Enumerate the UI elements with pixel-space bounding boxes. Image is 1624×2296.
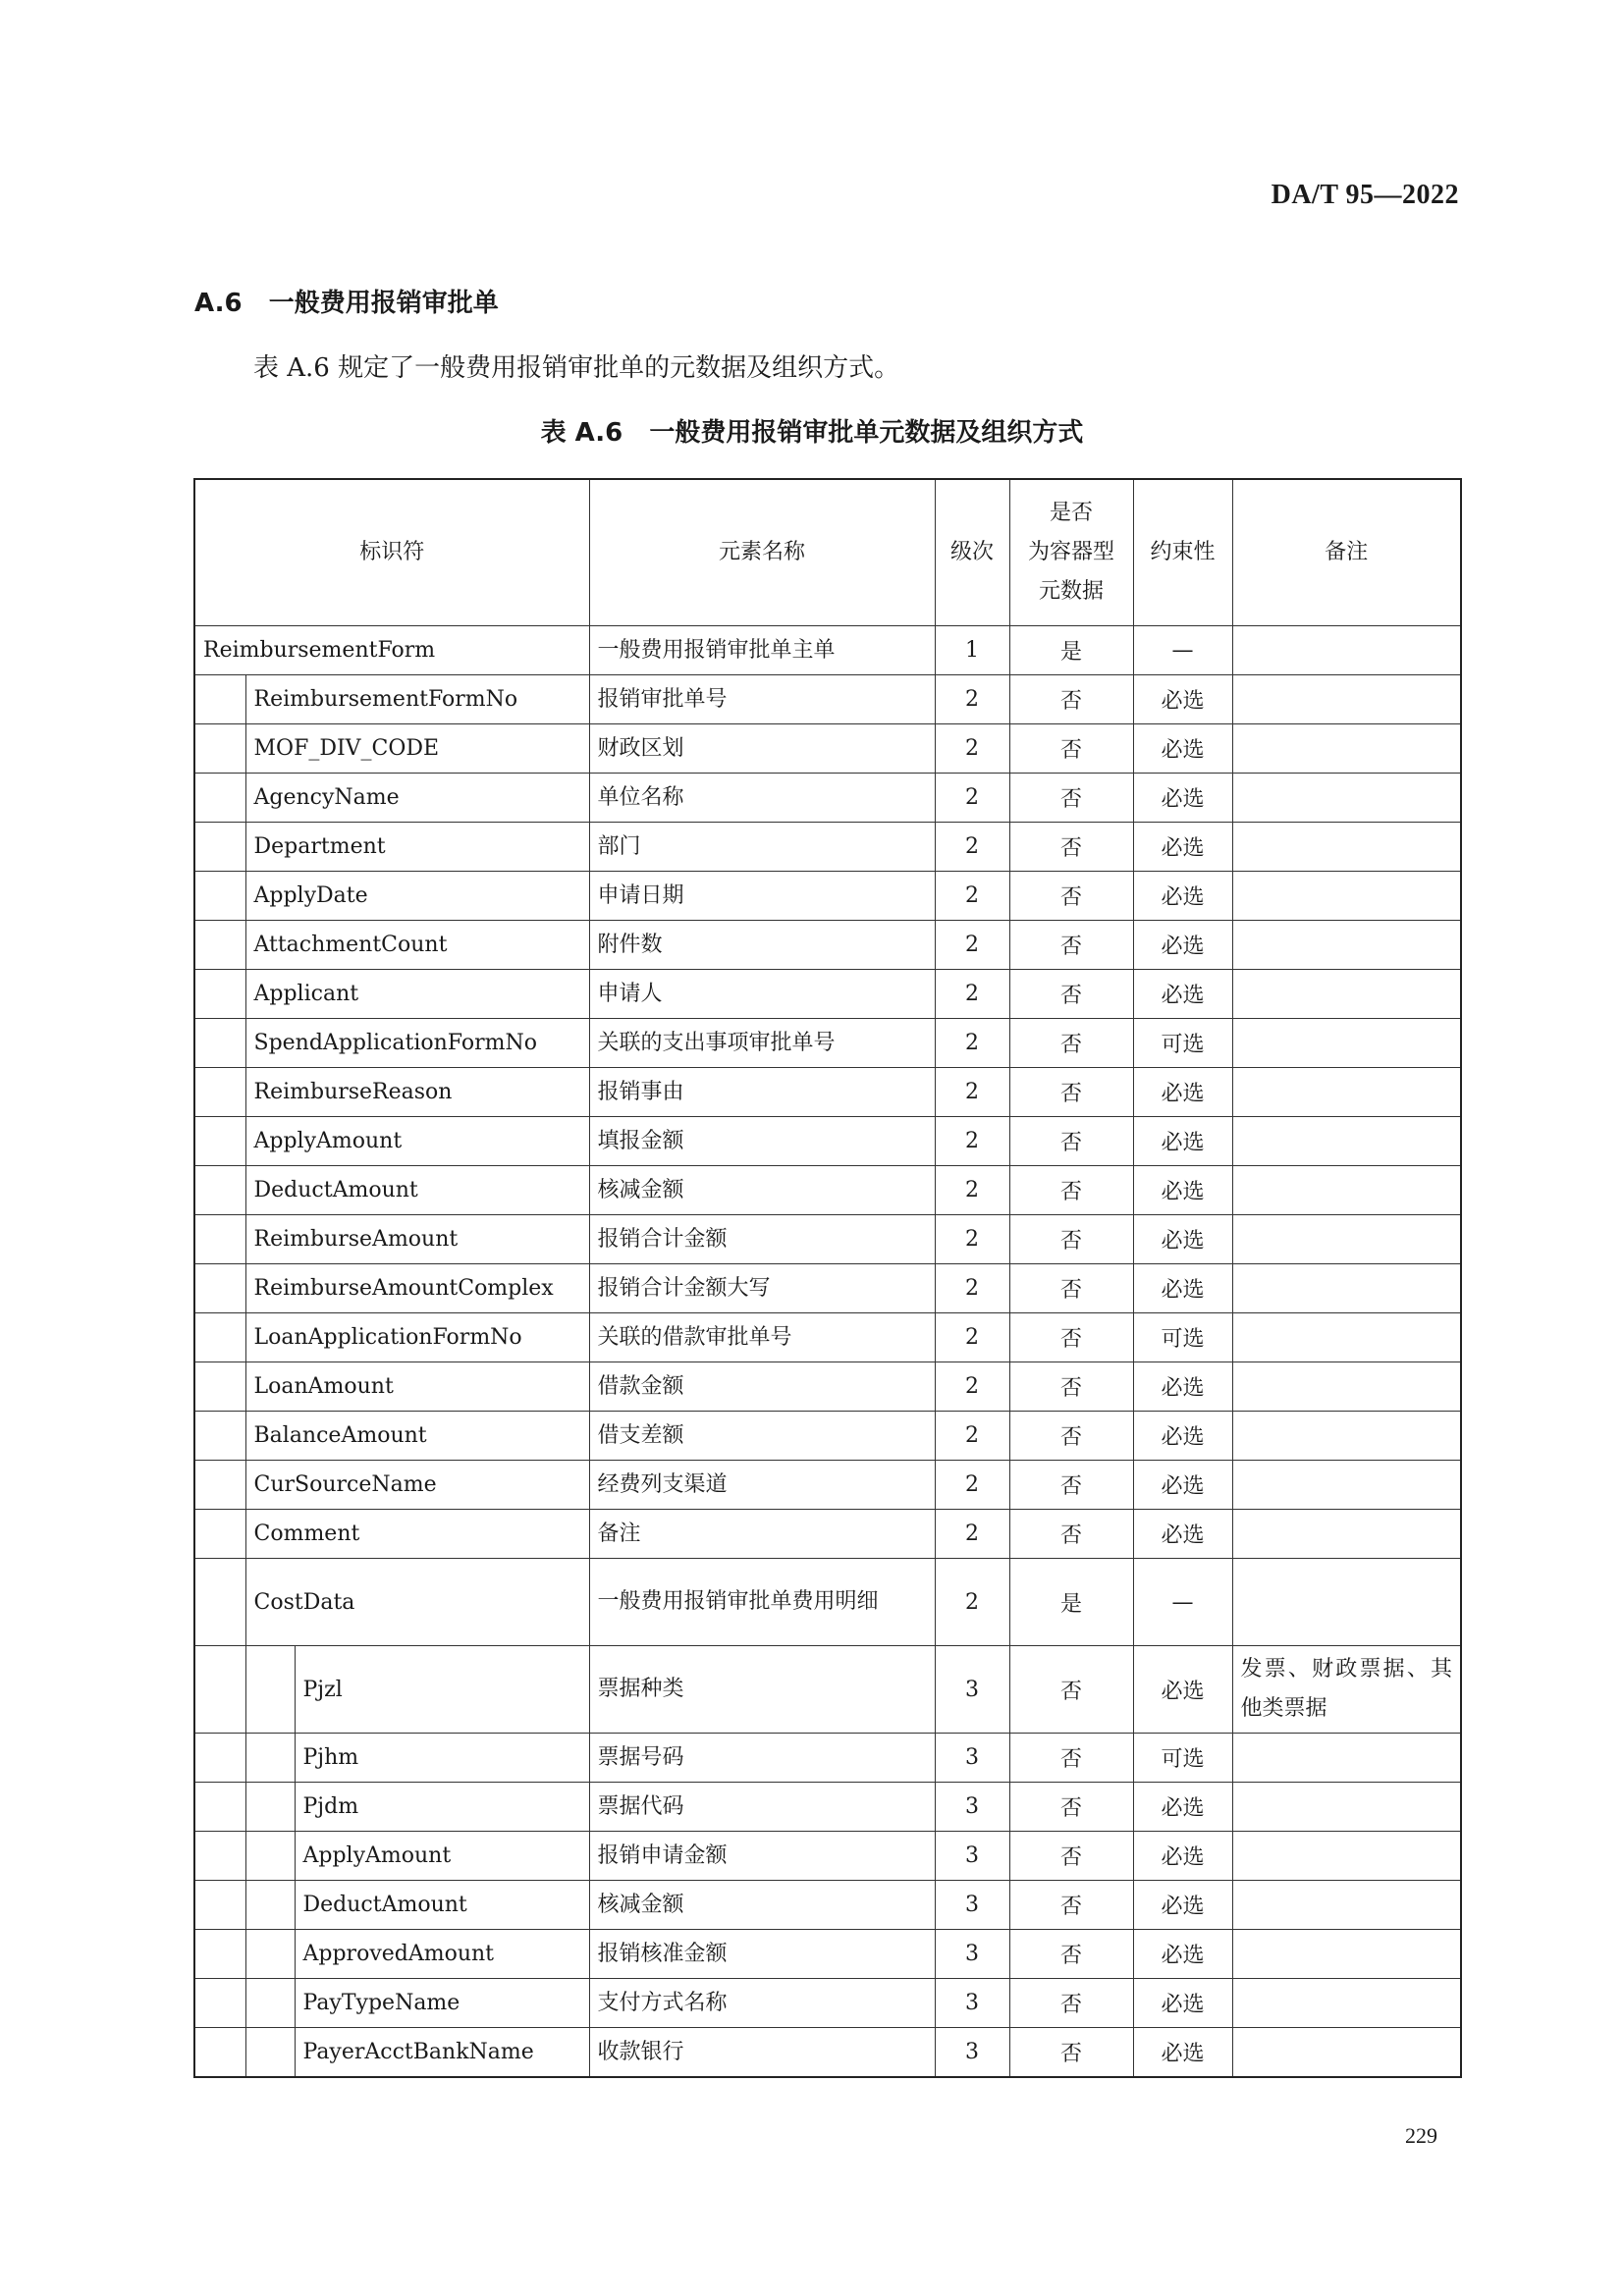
container-cell: 否 [1009, 1734, 1133, 1783]
table-row [194, 1979, 1461, 2028]
identifier-cell: Pjdm [295, 1783, 589, 1832]
element-name-cell: 一般费用报销审批单费用明细 [589, 1559, 935, 1646]
element-name-cell: 报销合计金额 [589, 1215, 935, 1264]
identifier-cell: Pjhm [295, 1734, 589, 1783]
table-row [194, 1646, 1461, 1734]
element-name-cell: 填报金额 [589, 1117, 935, 1166]
level-cell: 2 [935, 1412, 1009, 1461]
container-cell: 否 [1009, 774, 1133, 823]
element-name-cell: 部门 [589, 823, 935, 872]
level-cell: 2 [935, 970, 1009, 1019]
table-body [194, 626, 1461, 2078]
container-cell: 否 [1009, 823, 1133, 872]
level-cell: 2 [935, 1215, 1009, 1264]
level-cell: 2 [935, 774, 1009, 823]
identifier-cell: SpendApplicationFormNo [245, 1019, 589, 1068]
element-name-cell: 票据号码 [589, 1734, 935, 1783]
element-name-cell: 票据代码 [589, 1783, 935, 1832]
identifier-cell: CostData [245, 1559, 589, 1646]
table-row [194, 1362, 1461, 1412]
element-name-cell: 报销申请金额 [589, 1832, 935, 1881]
element-name-cell: 申请人 [589, 970, 935, 1019]
remark-cell [1232, 1734, 1461, 1783]
level-cell: 3 [935, 1881, 1009, 1930]
constraint-cell: 必选 [1133, 921, 1232, 970]
element-name-cell: 关联的借款审批单号 [589, 1313, 935, 1362]
table-row [194, 1313, 1461, 1362]
remark-cell [1232, 724, 1461, 774]
remark-cell [1232, 626, 1461, 675]
indent-cell [194, 921, 245, 970]
container-cell: 否 [1009, 1646, 1133, 1734]
constraint-cell: 必选 [1133, 1117, 1232, 1166]
table-row [194, 823, 1461, 872]
remark-cell [1232, 1117, 1461, 1166]
indent-cell [194, 1559, 245, 1646]
remark-cell [1232, 1979, 1461, 2028]
identifier-cell: LoanApplicationFormNo [245, 1313, 589, 1362]
element-name-cell: 附件数 [589, 921, 935, 970]
constraint-cell: 可选 [1133, 1019, 1232, 1068]
level-cell: 2 [935, 1117, 1009, 1166]
remark-cell [1232, 1215, 1461, 1264]
page-number: 229 [1405, 2123, 1437, 2148]
level-cell: 2 [935, 1461, 1009, 1510]
level-cell: 3 [935, 1930, 1009, 1979]
level-cell: 3 [935, 1979, 1009, 2028]
indent-cell [245, 1881, 295, 1930]
identifier-cell: ApplyDate [245, 872, 589, 921]
container-cell: 否 [1009, 2028, 1133, 2078]
constraint-cell: 必选 [1133, 1930, 1232, 1979]
constraint-cell: 必选 [1133, 675, 1232, 724]
container-cell: 否 [1009, 1068, 1133, 1117]
identifier-cell: Pjzl [295, 1646, 589, 1734]
table-row [194, 1068, 1461, 1117]
header-container [1009, 479, 1133, 626]
indent-cell [194, 1313, 245, 1362]
header-container-line3: 元数据 [1039, 579, 1105, 604]
element-name-cell: 核减金额 [589, 1166, 935, 1215]
indent-cell [194, 1362, 245, 1412]
level-cell: 2 [935, 1313, 1009, 1362]
remark-cell [1232, 1510, 1461, 1559]
constraint-cell: 可选 [1133, 1313, 1232, 1362]
level-cell: 2 [935, 1510, 1009, 1559]
constraint-cell: 必选 [1133, 1979, 1232, 2028]
remark-cell: 发票、财政票据、其他类票据 [1232, 1646, 1461, 1734]
element-name-cell: 借支差额 [589, 1412, 935, 1461]
element-name-cell: 报销审批单号 [589, 675, 935, 724]
header-constraint: 约束性 [1133, 479, 1232, 626]
indent-cell [194, 1068, 245, 1117]
container-cell: 否 [1009, 1362, 1133, 1412]
constraint-cell: — [1133, 1559, 1232, 1646]
indent-cell [194, 1264, 245, 1313]
remark-cell [1232, 1019, 1461, 1068]
element-name-cell: 申请日期 [589, 872, 935, 921]
element-name-cell: 收款银行 [589, 2028, 935, 2078]
container-cell: 否 [1009, 1264, 1133, 1313]
indent-cell [194, 1461, 245, 1510]
constraint-cell: — [1133, 626, 1232, 675]
constraint-cell: 必选 [1133, 872, 1232, 921]
element-name-cell: 报销核准金额 [589, 1930, 935, 1979]
constraint-cell: 必选 [1133, 1264, 1232, 1313]
element-name-cell: 支付方式名称 [589, 1979, 935, 2028]
indent-cell [194, 1881, 245, 1930]
intro-paragraph: 表 A.6 规定了一般费用报销审批单的元数据及组织方式。 [253, 353, 900, 383]
identifier-cell: ApplyAmount [245, 1117, 589, 1166]
level-cell: 2 [935, 921, 1009, 970]
identifier-cell: PayTypeName [295, 1979, 589, 2028]
constraint-cell: 必选 [1133, 774, 1232, 823]
constraint-cell: 可选 [1133, 1734, 1232, 1783]
container-cell: 否 [1009, 1019, 1133, 1068]
table-caption: 表 A.6 一般费用报销审批单元数据及组织方式 [540, 418, 1084, 448]
constraint-cell: 必选 [1133, 1461, 1232, 1510]
element-name-cell: 核减金额 [589, 1881, 935, 1930]
element-name-cell: 借款金额 [589, 1362, 935, 1412]
container-cell: 否 [1009, 1783, 1133, 1832]
identifier-cell: ReimbursementForm [194, 626, 589, 675]
identifier-cell: LoanAmount [245, 1362, 589, 1412]
remark-cell [1232, 1881, 1461, 1930]
remark-cell [1232, 1166, 1461, 1215]
indent-cell [194, 1166, 245, 1215]
table-row [194, 1832, 1461, 1881]
table-row [194, 1117, 1461, 1166]
table-row [194, 872, 1461, 921]
table-row [194, 626, 1461, 675]
level-cell: 2 [935, 1264, 1009, 1313]
table-header-row [194, 479, 1461, 626]
remark-cell [1232, 1930, 1461, 1979]
level-cell: 2 [935, 1019, 1009, 1068]
remark-cell [1232, 2028, 1461, 2078]
remark-cell [1232, 1461, 1461, 1510]
header-remark: 备注 [1232, 479, 1461, 626]
indent-cell [194, 1117, 245, 1166]
document-code: DA/T 95—2022 [1271, 180, 1459, 210]
element-name-cell: 备注 [589, 1510, 935, 1559]
container-cell: 是 [1009, 1559, 1133, 1646]
header-container-line1: 是否 [1050, 501, 1094, 525]
container-cell: 否 [1009, 724, 1133, 774]
indent-cell [245, 1734, 295, 1783]
table-row [194, 1734, 1461, 1783]
element-name-cell: 财政区划 [589, 724, 935, 774]
indent-cell [245, 1832, 295, 1881]
indent-cell [194, 1979, 245, 2028]
indent-cell [194, 1646, 245, 1734]
level-cell: 3 [935, 1734, 1009, 1783]
container-cell: 否 [1009, 1510, 1133, 1559]
remark-cell [1232, 1264, 1461, 1313]
constraint-cell: 必选 [1133, 1510, 1232, 1559]
indent-cell [245, 1646, 295, 1734]
container-cell: 否 [1009, 1412, 1133, 1461]
container-cell: 否 [1009, 1117, 1133, 1166]
level-cell: 2 [935, 724, 1009, 774]
indent-cell [194, 1783, 245, 1832]
identifier-cell: ApprovedAmount [295, 1930, 589, 1979]
indent-cell [194, 2028, 245, 2078]
indent-cell [194, 1832, 245, 1881]
indent-cell [194, 724, 245, 774]
container-cell: 否 [1009, 1979, 1133, 2028]
indent-cell [194, 1019, 245, 1068]
container-cell: 否 [1009, 921, 1133, 970]
element-name-cell: 报销事由 [589, 1068, 935, 1117]
constraint-cell: 必选 [1133, 1783, 1232, 1832]
element-name-cell: 关联的支出事项审批单号 [589, 1019, 935, 1068]
table-row [194, 724, 1461, 774]
table-row [194, 1930, 1461, 1979]
container-cell: 否 [1009, 1930, 1133, 1979]
identifier-cell: MOF_DIV_CODE [245, 724, 589, 774]
indent-cell [194, 1215, 245, 1264]
element-name-cell: 单位名称 [589, 774, 935, 823]
indent-cell [194, 970, 245, 1019]
metadata-table [193, 478, 1462, 2078]
table-row [194, 1019, 1461, 1068]
table-row [194, 921, 1461, 970]
identifier-cell: Applicant [245, 970, 589, 1019]
indent-cell [194, 774, 245, 823]
container-cell: 是 [1009, 626, 1133, 675]
identifier-cell: ReimburseAmount [245, 1215, 589, 1264]
indent-cell [194, 1734, 245, 1783]
table-row [194, 675, 1461, 724]
remark-cell [1232, 1068, 1461, 1117]
table-row [194, 970, 1461, 1019]
container-cell: 否 [1009, 1215, 1133, 1264]
section-heading: A.6 一般费用报销审批单 [194, 289, 499, 318]
container-cell: 否 [1009, 1832, 1133, 1881]
level-cell: 3 [935, 1832, 1009, 1881]
constraint-cell: 必选 [1133, 1068, 1232, 1117]
remark-cell [1232, 1412, 1461, 1461]
identifier-cell: PayerAcctBankName [295, 2028, 589, 2078]
header-element-name: 元素名称 [589, 479, 935, 626]
indent-cell [245, 1979, 295, 2028]
indent-cell [194, 1412, 245, 1461]
identifier-cell: ReimburseReason [245, 1068, 589, 1117]
constraint-cell: 必选 [1133, 1362, 1232, 1412]
identifier-cell: Department [245, 823, 589, 872]
identifier-cell: AgencyName [245, 774, 589, 823]
remark-cell [1232, 1559, 1461, 1646]
identifier-cell: ApplyAmount [295, 1832, 589, 1881]
indent-cell [194, 675, 245, 724]
level-cell: 3 [935, 1783, 1009, 1832]
container-cell: 否 [1009, 1313, 1133, 1362]
header-identifier: 标识符 [194, 479, 589, 626]
container-cell: 否 [1009, 872, 1133, 921]
remark-cell [1232, 823, 1461, 872]
container-cell: 否 [1009, 1461, 1133, 1510]
indent-cell [245, 1783, 295, 1832]
remark-cell [1232, 1362, 1461, 1412]
level-cell: 2 [935, 1362, 1009, 1412]
identifier-cell: CurSourceName [245, 1461, 589, 1510]
table-row [194, 1559, 1461, 1646]
header-container-line2: 为容器型 [1028, 540, 1115, 564]
identifier-cell: DeductAmount [245, 1166, 589, 1215]
element-name-cell: 经费列支渠道 [589, 1461, 935, 1510]
level-cell: 2 [935, 1559, 1009, 1646]
container-cell: 否 [1009, 1166, 1133, 1215]
identifier-cell: ReimburseAmountComplex [245, 1264, 589, 1313]
remark-cell [1232, 1783, 1461, 1832]
constraint-cell: 必选 [1133, 724, 1232, 774]
identifier-cell: DeductAmount [295, 1881, 589, 1930]
level-cell: 3 [935, 1646, 1009, 1734]
element-name-cell: 一般费用报销审批单主单 [589, 626, 935, 675]
constraint-cell: 必选 [1133, 1832, 1232, 1881]
table-row [194, 1412, 1461, 1461]
level-cell: 2 [935, 675, 1009, 724]
table-row [194, 1783, 1461, 1832]
level-cell: 2 [935, 823, 1009, 872]
table-row [194, 1215, 1461, 1264]
constraint-cell: 必选 [1133, 1881, 1232, 1930]
indent-cell [194, 1930, 245, 1979]
remark-cell [1232, 675, 1461, 724]
identifier-cell: Comment [245, 1510, 589, 1559]
level-cell: 1 [935, 626, 1009, 675]
level-cell: 2 [935, 872, 1009, 921]
element-name-cell: 报销合计金额大写 [589, 1264, 935, 1313]
remark-cell [1232, 1832, 1461, 1881]
indent-cell [194, 872, 245, 921]
constraint-cell: 必选 [1133, 1166, 1232, 1215]
level-cell: 3 [935, 2028, 1009, 2078]
constraint-cell: 必选 [1133, 1412, 1232, 1461]
indent-cell [245, 1930, 295, 1979]
identifier-cell: AttachmentCount [245, 921, 589, 970]
constraint-cell: 必选 [1133, 1215, 1232, 1264]
indent-cell [194, 823, 245, 872]
constraint-cell: 必选 [1133, 1646, 1232, 1734]
level-cell: 2 [935, 1068, 1009, 1117]
header-level: 级次 [935, 479, 1009, 626]
constraint-cell: 必选 [1133, 970, 1232, 1019]
remark-cell [1232, 872, 1461, 921]
container-cell: 否 [1009, 675, 1133, 724]
identifier-cell: ReimbursementFormNo [245, 675, 589, 724]
remark-cell [1232, 774, 1461, 823]
table-row [194, 1510, 1461, 1559]
container-cell: 否 [1009, 1881, 1133, 1930]
constraint-cell: 必选 [1133, 823, 1232, 872]
indent-cell [194, 1510, 245, 1559]
table-row [194, 1166, 1461, 1215]
identifier-cell: BalanceAmount [245, 1412, 589, 1461]
table-row [194, 1264, 1461, 1313]
container-cell: 否 [1009, 970, 1133, 1019]
level-cell: 2 [935, 1166, 1009, 1215]
remark-cell [1232, 970, 1461, 1019]
indent-cell [245, 2028, 295, 2078]
constraint-cell: 必选 [1133, 2028, 1232, 2078]
table-row [194, 2028, 1461, 2078]
remark-cell [1232, 1313, 1461, 1362]
element-name-cell: 票据种类 [589, 1646, 935, 1734]
table-row [194, 774, 1461, 823]
table-row [194, 1461, 1461, 1510]
remark-cell [1232, 921, 1461, 970]
table-row [194, 1881, 1461, 1930]
